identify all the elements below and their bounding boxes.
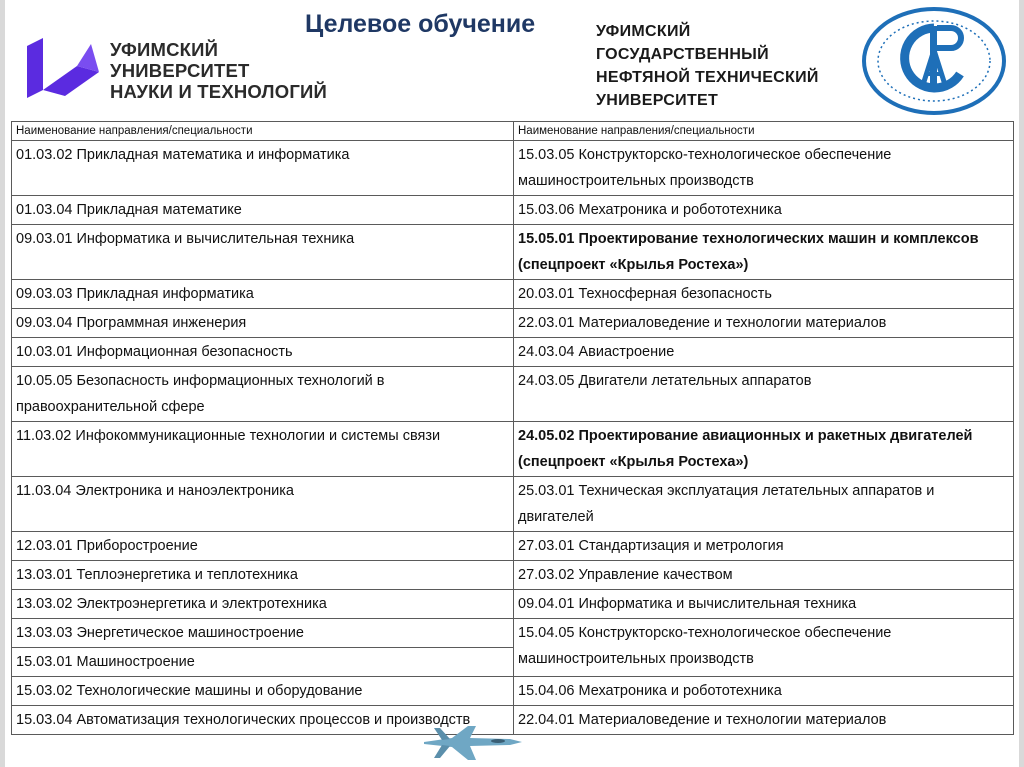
table-cell: 09.04.01 Информатика и вычислительная техника [514,590,1014,619]
table-cell: 27.03.01 Стандартизация и метрология [514,532,1014,561]
table-row [12,422,1014,477]
table-cell: 25.03.01 Техническая эксплуатация летательных аппаратов и двигателей [514,477,1014,532]
table-row [12,225,1014,280]
table-row [12,619,1014,648]
table-row [12,477,1014,532]
table-cell: 15.03.04 Автоматизация технологических процессов и производств [12,706,514,735]
table-cell: 09.03.04 Программная инженерия [12,309,514,338]
table-header-row [12,122,1014,141]
slide-right-edge [1019,0,1024,767]
right-university-name [596,20,819,112]
table-cell: 24.03.05 Двигатели летательных аппаратов [514,367,1014,422]
table-cell: 24.03.04 Авиастроение [514,338,1014,367]
table-cell: 11.03.02 Инфокоммуникационные технологии и системы связи [12,422,514,477]
table-row [12,338,1014,367]
table-cell: 15.03.01 Машиностроение [12,648,514,677]
usnt-logo-icon [27,38,99,106]
left-university-name-line: НАУКИ И ТЕХНОЛОГИЙ [110,81,328,102]
table-cell: 13.03.02 Электроэнергетика и электротехника [12,590,514,619]
table-cell: 01.03.04 Прикладная математике [12,196,514,225]
table-cell: 15.04.05 Конструкторско-технологическое обеспечение машиностроительных производств [514,619,1014,677]
right-university-name-line: УФИМСКИЙ [596,23,691,40]
column-header: Наименование направления/специальности [514,122,1014,141]
table-cell: 09.03.03 Прикладная информатика [12,280,514,309]
table-cell: 11.03.04 Электроника и наноэлектроника [12,477,514,532]
table-cell: 09.03.01 Информатика и вычислительная техника [12,225,514,280]
table-cell-highlighted: 24.05.02 Проектирование авиационных и ракетных двигателей (спецпроект «Крылья Ростеха») [514,422,1014,477]
table-row [12,367,1014,422]
table-cell: 10.03.01 Информационная безопасность [12,338,514,367]
table-cell: 13.03.03 Энергетическое машиностроение [12,619,514,648]
table-cell: 10.05.05 Безопасность информационных технологий в правоохранительной сфере [12,367,514,422]
table-cell: 15.03.02 Технологические машины и оборудование [12,677,514,706]
slide-left-edge [0,0,5,767]
right-university-name-line: НЕФТЯНОЙ ТЕХНИЧЕСКИЙ [596,69,819,86]
table-row [12,280,1014,309]
table-cell: 20.03.01 Техносферная безопасность [514,280,1014,309]
table-row [12,590,1014,619]
page-title: Целевое обучение [305,10,536,38]
right-university-name-line: УНИВЕРСИТЕТ [596,92,719,109]
table-cell: 15.04.06 Мехатроника и робототехника [514,677,1014,706]
table-cell: 22.03.01 Материаловедение и технологии материалов [514,309,1014,338]
table-row [12,309,1014,338]
table-row [12,677,1014,706]
table-cell: 12.03.01 Приборостроение [12,532,514,561]
ugntu-seal-icon [860,6,1008,116]
table-cell: 15.03.05 Конструкторско-технологическое обеспечение машиностроительных производств [514,141,1014,196]
table-cell: 01.03.02 Прикладная математика и информатика [12,141,514,196]
fighter-jet-icon [422,720,524,766]
column-header: Наименование направления/специальности [12,122,514,141]
table-row [12,561,1014,590]
table-cell: 13.03.01 Теплоэнергетика и теплотехника [12,561,514,590]
right-university-name-line: ГОСУДАРСТВЕННЫЙ [596,46,769,63]
table-cell: 22.04.01 Материаловедение и технологии материалов [514,706,1014,735]
left-university-name-line: УНИВЕРСИТЕТ [110,60,250,81]
left-university-name-line: УФИМСКИЙ [110,39,219,60]
left-university-name [110,39,327,102]
table-cell: 27.03.02 Управление качеством [514,561,1014,590]
table-row [12,141,1014,196]
table-row [12,532,1014,561]
table-cell-highlighted: 15.05.01 Проектирование технологических машин и комплексов (спецпроект «Крылья Ростеха») [514,225,1014,280]
table-row [12,196,1014,225]
programs-table [11,121,1014,735]
table-cell: 15.03.06 Мехатроника и робототехника [514,196,1014,225]
